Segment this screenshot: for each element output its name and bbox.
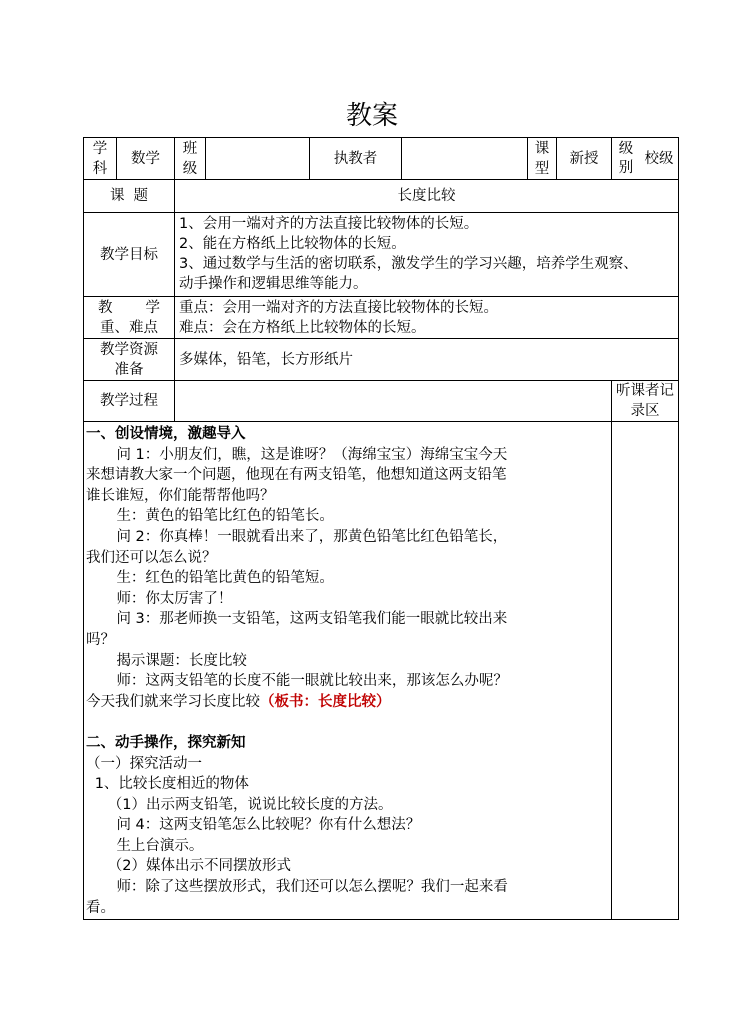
paragraph-text: 今天我们就来学习长度比较 [86,693,260,710]
teacher-label: 执教者 [310,138,402,180]
resources-row [84,339,679,381]
goal-item: 3、通过数学与生活的密切联系，激发学生的学习兴趣，培养学生观察、 [179,256,638,272]
paragraph: 生：红色的铅笔比黄色的铅笔短。 [116,570,334,587]
paragraph: 问 1：小朋友们，瞧，这是谁呀？（海绵宝宝）海绵宝宝今天 [116,446,508,463]
paragraph: （一）探究活动一 [86,755,202,772]
paragraph: 问 2：你真棒！一眼就看出来了，那黄色铅笔比红色铅笔长， [116,528,508,545]
key-points-row [84,297,679,339]
paragraph: 1、比较长度相近的物体 [94,776,249,793]
key-label-line2: 重、难点 [100,319,158,336]
topic-row [84,180,679,213]
resources-label-line1: 教学资源 [100,341,158,358]
level-label-line2: 别 [618,159,634,176]
paragraph: 问 4：这两支铅笔怎么比较呢？你有什么想法？ [116,817,421,834]
board-note: （板书：长度比较） [260,693,391,710]
type-label-line1: 课 [534,140,550,157]
topic-label [84,180,175,213]
process-content [84,422,612,920]
paragraph: 看。 [86,899,115,916]
header-row [84,138,679,180]
resources-label [84,339,175,381]
type-value: 新授 [557,138,612,180]
teacher-value [402,138,528,180]
paragraph: （2）媒体出示不同摆放形式 [107,858,291,875]
paragraph: 生上台演示。 [116,837,204,854]
goal-item: 2、能在方格纸上比较物体的长短。 [179,236,406,252]
blank-line [86,712,607,733]
paragraph: 师：你太厉害了！ [116,590,233,607]
key-label-b: 学 [145,299,160,316]
subject-label-line2: 科 [92,160,108,177]
notes-label: 听课者记录区 [612,381,679,422]
key-point: 重点：会用一端对齐的方法直接比较物体的长短。 [179,299,498,316]
section-1-title: 一、创设情境，激趣导入 [86,426,246,442]
paragraph: 问 3：那老师换一支铅笔，这两支铅笔我们能一眼就比较出来 [116,611,508,628]
section-2-title: 二、动手操作，探究新知 [86,734,246,751]
process-header-blank [175,381,612,422]
paragraph [86,692,607,713]
topic-value: 长度比较 [175,180,679,213]
lesson-plan-table [83,137,679,920]
goals-list [175,213,679,297]
resources-label-line2: 准备 [114,361,144,378]
paragraph: 生：黄色的铅笔比红色的铅笔长。 [116,508,334,525]
paragraph: 揭示课题：长度比较 [116,652,247,669]
process-header-row [84,381,679,422]
class-value [206,138,310,180]
level-label-line1: 级 [618,140,634,157]
paragraph: 谁长谁短，你们能帮帮他吗？ [86,487,275,504]
paragraph: 师：除了这些摆放形式，我们还可以怎么摆呢？我们一起来看 [116,879,508,896]
subject-value: 数学 [117,138,175,180]
type-label-line2: 型 [534,160,550,177]
level-value: 校级 [644,150,674,167]
notes-area [612,422,679,920]
goals-row [84,213,679,297]
process-label: 教学过程 [84,381,175,422]
level-label [612,140,640,178]
goals-label: 教学目标 [84,213,175,297]
topic-label-b: 题 [133,188,148,204]
key-points [175,297,679,339]
subject-label-line1: 学 [92,140,108,157]
key-points-label [84,297,175,339]
difficult-point: 难点：会在方格纸上比较物体的长短。 [179,319,426,336]
subject-label-cell [84,138,117,180]
paragraph: 我们还可以怎么说？ [86,549,217,566]
resources-value: 多媒体，铅笔，长方形纸片 [175,339,679,381]
class-label-cell [175,138,206,180]
paragraph: 来想请教大家一个问题，他现在有两支铅笔，他想知道这两支铅笔 [86,467,507,484]
paragraph: 吗？ [86,631,115,648]
level-cell [612,138,679,180]
document-title: 教案 [345,101,398,131]
process-content-row [84,422,679,920]
paragraph: 师：这两支铅笔的长度不能一眼就比较出来，那该怎么办呢？ [116,673,508,690]
topic-label-a: 课 [110,188,125,204]
paragraph: （1）出示两支铅笔，说说比较长度的方法。 [107,796,393,813]
key-label-a: 教 [98,299,113,316]
class-label-line2: 级 [182,160,198,177]
class-label-line1: 班 [182,140,198,157]
type-label-cell [528,138,557,180]
goal-item: 动手操作和逻辑思维等能力。 [179,276,368,292]
goal-item: 1、会用一端对齐的方法直接比较物体的长短。 [179,216,479,232]
